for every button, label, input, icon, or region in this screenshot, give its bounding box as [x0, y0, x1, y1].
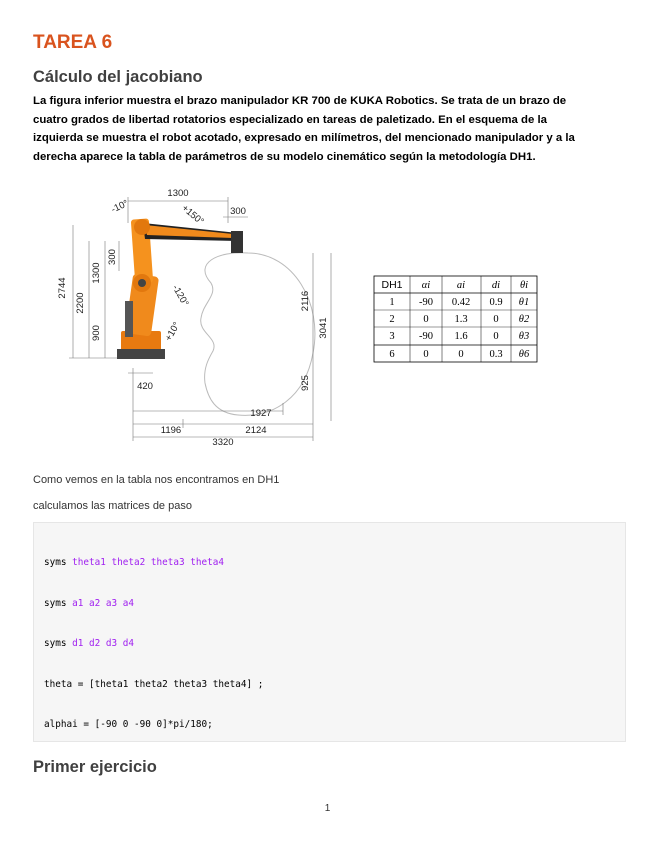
dh-cell: 0 — [423, 349, 429, 360]
dim-300-vertical: 300 — [107, 249, 118, 265]
dh-cell: θ3 — [518, 331, 530, 342]
dh-cell: 1.3 — [454, 314, 468, 325]
dim-900: 900 — [91, 325, 102, 341]
dim-2200: 2200 — [75, 292, 86, 314]
section-heading-jacobiano: Cálculo del jacobiano — [33, 68, 203, 86]
intro-paragraph — [33, 92, 613, 166]
code-keyword: syms — [44, 597, 73, 609]
dim-1300-vertical: 1300 — [91, 262, 102, 284]
code-line: alphai = [-90 0 -90 0]*pi/180; — [44, 719, 213, 730]
dh-table — [373, 275, 543, 365]
dh-cell: 0 — [493, 331, 499, 342]
code-args: a1 a2 a3 a4 — [72, 597, 135, 609]
dim-925: 925 — [300, 375, 311, 391]
dh-cell: -90 — [419, 331, 433, 342]
code-line: theta = [theta1 theta2 theta3 theta4] ; — [44, 678, 264, 690]
dim-1927: 1927 — [250, 408, 272, 419]
dh-cell: 1 — [389, 297, 395, 308]
intro-line: La figura inferior muestra el brazo manipulador KR 700 de KUKA Robotics. Se trata de un brazo de — [33, 95, 567, 107]
intro-line: cuatro grados de libertad rotatorios especializado en tareas de paletizado. En el esquema de la — [33, 113, 548, 126]
dh-cell: θ6 — [518, 349, 530, 360]
intro-line: izquierda se muestra el robot acotado, expresado en milímetros, del mencionado manipulador y a la — [33, 132, 575, 144]
intro-line: derecha aparece la tabla de parámetros de su modelo cinemático según la metodología DH1. — [33, 150, 536, 163]
angle-minus120: -120° — [169, 283, 191, 309]
page-title: TAREA 6 — [33, 32, 113, 53]
dim-2116: 2116 — [300, 290, 311, 312]
dh-cell: 0 — [493, 314, 499, 325]
code-line — [44, 637, 625, 651]
code-keyword: syms — [44, 557, 73, 568]
dh-header-dh1: DH1 — [381, 279, 403, 291]
dh-cell: 2 — [389, 314, 395, 325]
dh-cell: 0.3 — [489, 349, 503, 360]
dh-cell: 0 — [423, 314, 429, 325]
dh-header-a: ai — [456, 280, 466, 291]
code-block — [33, 522, 626, 742]
dh-cell: θ1 — [518, 297, 530, 308]
section-heading-primer-ejercicio: Primer ejercicio — [33, 758, 157, 776]
code-args: theta1 theta2 theta3 theta4 — [72, 557, 225, 568]
robot-figure — [33, 183, 623, 453]
dh-cell: 1.6 — [454, 331, 468, 342]
dim-2744: 2744 — [57, 277, 68, 299]
dim-1196: 1196 — [160, 425, 182, 436]
dh-header-theta: θi — [519, 280, 529, 291]
dim-2124: 2124 — [245, 425, 267, 436]
dh-cell: θ2 — [518, 314, 530, 325]
dh-cell: 0.42 — [451, 297, 471, 308]
dh-cell: 6 — [389, 349, 395, 360]
dim-420: 420 — [137, 381, 153, 392]
text-matrices: calculamos las matrices de paso — [33, 500, 192, 512]
dh-header-alpha: αi — [421, 280, 431, 291]
code-line — [44, 597, 625, 611]
code-keyword: syms — [44, 638, 73, 649]
workspace-envelope — [201, 253, 315, 416]
code-args: d1 d2 d3 d4 — [72, 638, 135, 649]
dim-300-top: 300 — [230, 206, 246, 217]
dim-3041: 3041 — [318, 317, 329, 339]
page-number: 1 — [324, 803, 331, 814]
dim-3320: 3320 — [212, 437, 234, 448]
dh-cell: 0 — [458, 349, 464, 360]
dh-cell: -90 — [419, 297, 433, 308]
text-dh1: Como vemos en la tabla nos encontramos en DH1 — [33, 474, 280, 486]
angle-plus10: +10° — [163, 320, 183, 344]
dh-cell: 3 — [389, 331, 395, 342]
dim-1300: 1300 — [167, 188, 189, 199]
code-line — [44, 556, 625, 570]
dh-header-d: di — [491, 280, 501, 291]
angle-plus150: +150° — [179, 202, 206, 228]
angle-minus10: -10° — [109, 198, 131, 216]
dh-cell: 0.9 — [489, 297, 503, 308]
